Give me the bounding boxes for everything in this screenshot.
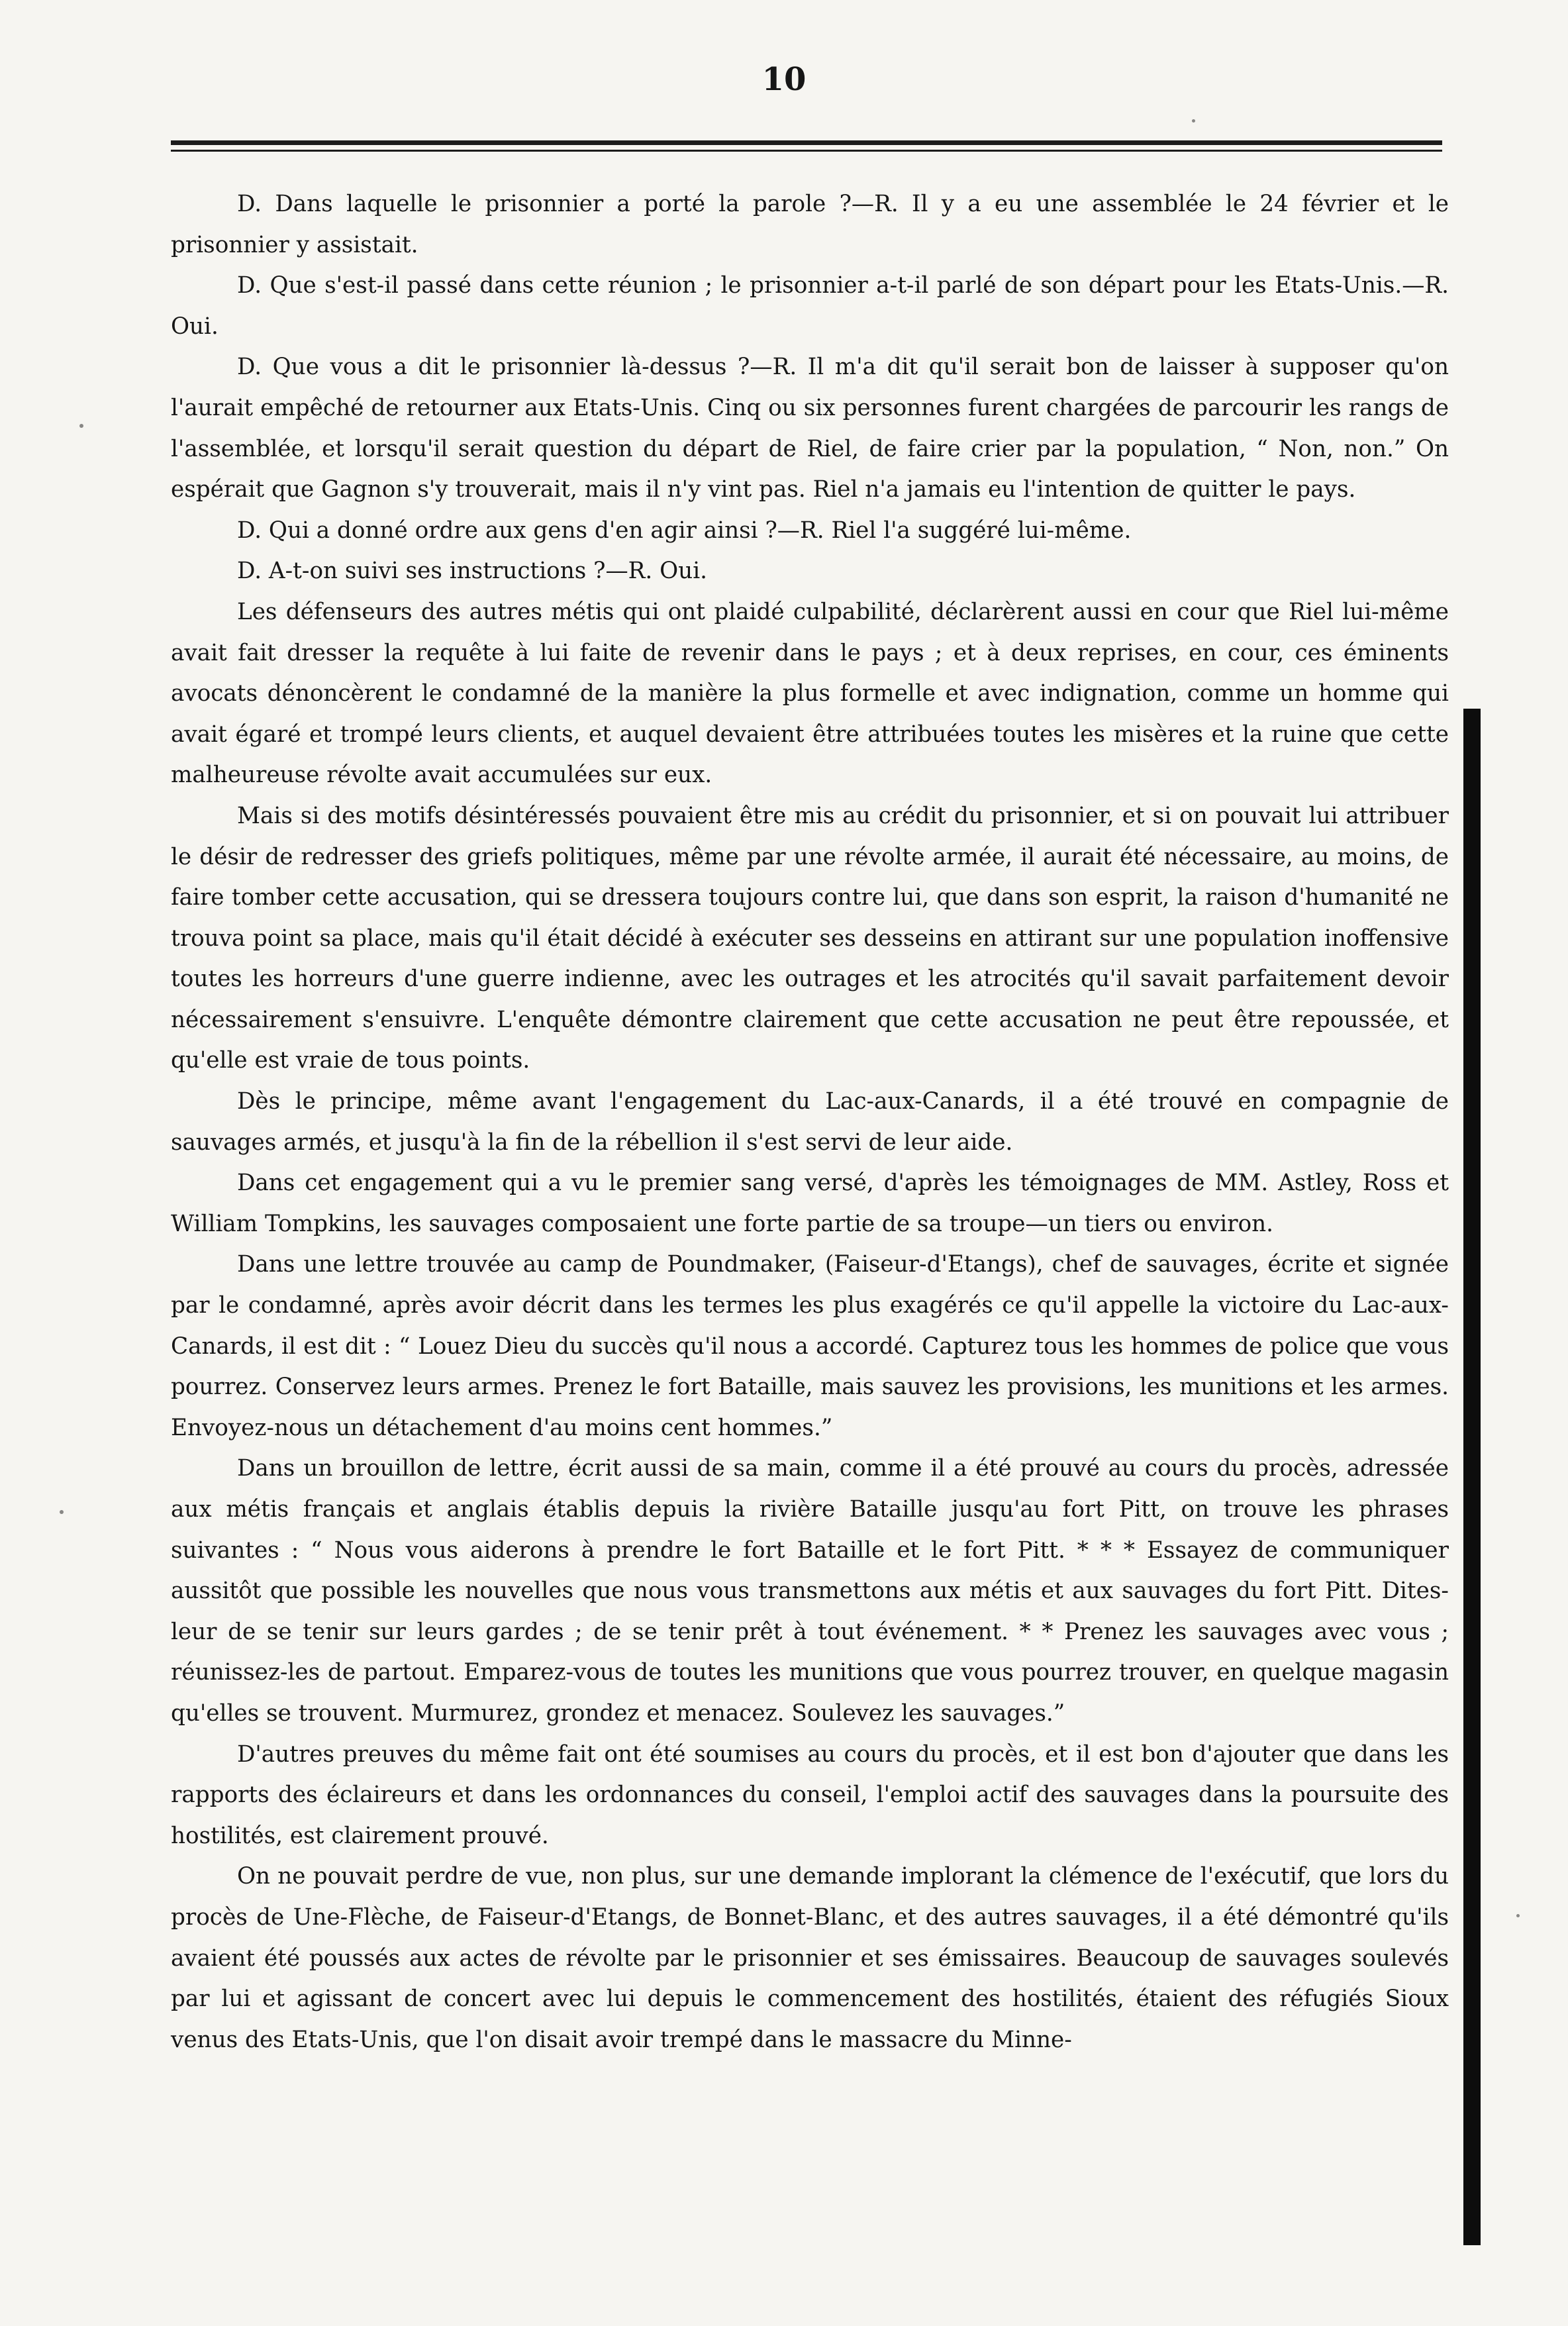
paragraph-question: D. Que vous a dit le prisonnier là-dessus ?—R. Il m'a dit qu'il serait bon de laisser à supposer qu'on l'aurait empêché de retourner aux Etats-Unis. Cinq ou six personnes furent chargées de parcourir les rangs de l'assemblée, et lorsqu'il serait question du départ de Riel, de faire crier par la population, “ Non, non.” On espérait que Gagnon s'y trouverait, mais il n'y vint pas. Riel n'a jamais eu l'intention de quitter le pays.: [171, 354, 1449, 503]
header-rule: [171, 140, 1442, 145]
paragraph-body: Les défenseurs des autres métis qui ont plaidé culpabilité, déclarèrent aussi en cour que Riel lui-même avait fait dresser la requête à lui faite de revenir dans le pays ; et à deux reprises, en cour, ces éminents avocats dénoncèrent le condamné de la manière la plus formelle et avec indignation, comme un homme qui avait égaré et trompé leurs clients, et auquel devaient être attribuées toutes les misères et la ruine que cette malheureuse révolte avait accumulées sur eux.: [171, 598, 1449, 789]
paragraph-question: D. Que s'est-il passé dans cette réunion ; le prisonnier a-t-il parlé de son départ pour les Etats-Unis.—R. Oui.: [171, 272, 1449, 340]
paragraph-body: Mais si des motifs désintéressés pouvaient être mis au crédit du prisonnier, et si on pouvait lui attribuer le désir de redresser des griefs politiques, même par une révolte armée, il aurait été nécessaire, au moins, de faire tomber cette accusation, qui se dressera toujours contre lui, que dans son esprit, la raison d'humanité ne trouva point sa place, mais qu'il était décidé à exécuter ses desseins en attirant sur une population inoffensive toutes les horreurs d'une guerre indienne, avec les outrages et les atrocités qu'il savait parfaitement devoir nécessairement s'ensuivre. L'enquête démontre clairement que cette accusation ne peut être repoussée, et qu'elle est vraie de tous points.: [171, 802, 1449, 1074]
paragraph-body: On ne pouvait perdre de vue, non plus, sur une demande implorant la clémence de l'exécutif, que lors du procès de Une-Flèche, de Faiseur-d'Etangs, de Bonnet-Blanc, et des autres sauvages, il a été démontré qu'ils avaient été poussés aux actes de révolte par le prisonnier et ses émissaires. Beaucoup de sauvages soulevés par lui et agissant de concert avec lui depuis le commencement des hostilités, étaient des réfugiés Sioux venus des Etats-Unis, que l'on disait avoir trempé dans le massacre du Minne-: [171, 1863, 1449, 2053]
header-rule-thin: [171, 150, 1442, 152]
paragraph-body: Dans cet engagement qui a vu le premier sang versé, d'après les témoignages de MM. Astley, Ross et William Tompkins, les sauvages composaient une forte partie de sa troupe—un tiers ou environ.: [171, 1170, 1449, 1237]
scan-speck: [79, 424, 83, 428]
scan-speck: [1516, 1914, 1520, 1917]
paragraph-question: D. Dans laquelle le prisonnier a porté la parole ?—R. Il y a eu une assemblée le 24 février et le prisonnier y assistait.: [171, 191, 1449, 258]
paragraph-body: Dès le principe, même avant l'engagement du Lac-aux-Canards, il a été trouvé en compagnie de sauvages armés, et jusqu'à la fin de la rébellion il s'est servi de leur aide.: [171, 1088, 1449, 1156]
page-number: 10: [761, 61, 807, 98]
paragraph-body: Dans une lettre trouvée au camp de Poundmaker, (Faiseur-d'Etangs), chef de sauvages, écrite et signée par le condamné, après avoir décrit dans les termes les plus exagérés ce qu'il appelle la victoire du Lac-aux-Canards, il est dit : “ Louez Dieu du succès qu'il nous a accordé. Capturez tous les hommes de police que vous pourrez. Conservez leurs armes. Prenez le fort Bataille, mais sauvez les provisions, les munitions et les armes. Envoyez-nous un détachement d'au moins cent hommes.”: [171, 1251, 1449, 1441]
binding-edge-bar: [1463, 709, 1481, 2245]
paragraph-question: D. A-t-on suivi ses instructions ?—R. Oui.: [237, 558, 707, 585]
paragraph-body: Dans un brouillon de lettre, écrit aussi de sa main, comme il a été prouvé au cours du procès, adressée aux métis français et anglais établis depuis la rivière Bataille jusqu'au fort Pitt, on trouve les phrases suivantes : “ Nous vous aiderons à prendre le fort Bataille et le fort Pitt. * * * Essayez de communiquer aussitôt que possible les nouvelles que nous vous transmettons aux métis et aux sauvages du fort Pitt. Dites-leur de se tenir sur leurs gardes ; de se tenir prêt à tout événement. * * Prenez les sauvages avec vous ; réunissez-les de partout. Emparez-vous de toutes les munitions que vous pourrez trouver, en quelque magasin qu'elles se trouvent. Murmurez, grondez et menacez. Soulevez les sauvages.”: [171, 1455, 1449, 1727]
scan-speck: [1192, 119, 1195, 123]
scan-speck: [60, 1510, 64, 1514]
body-text: [171, 184, 1449, 2060]
paragraph-question: D. Qui a donné ordre aux gens d'en agir ainsi ?—R. Riel l'a suggéré lui-même.: [237, 517, 1132, 544]
paragraph-body: D'autres preuves du même fait ont été soumises au cours du procès, et il est bon d'ajouter que dans les rapports des éclaireurs et dans les ordonnances du conseil, l'emploi actif des sauvages dans la poursuite des hostilités, est clairement prouvé.: [171, 1741, 1449, 1849]
